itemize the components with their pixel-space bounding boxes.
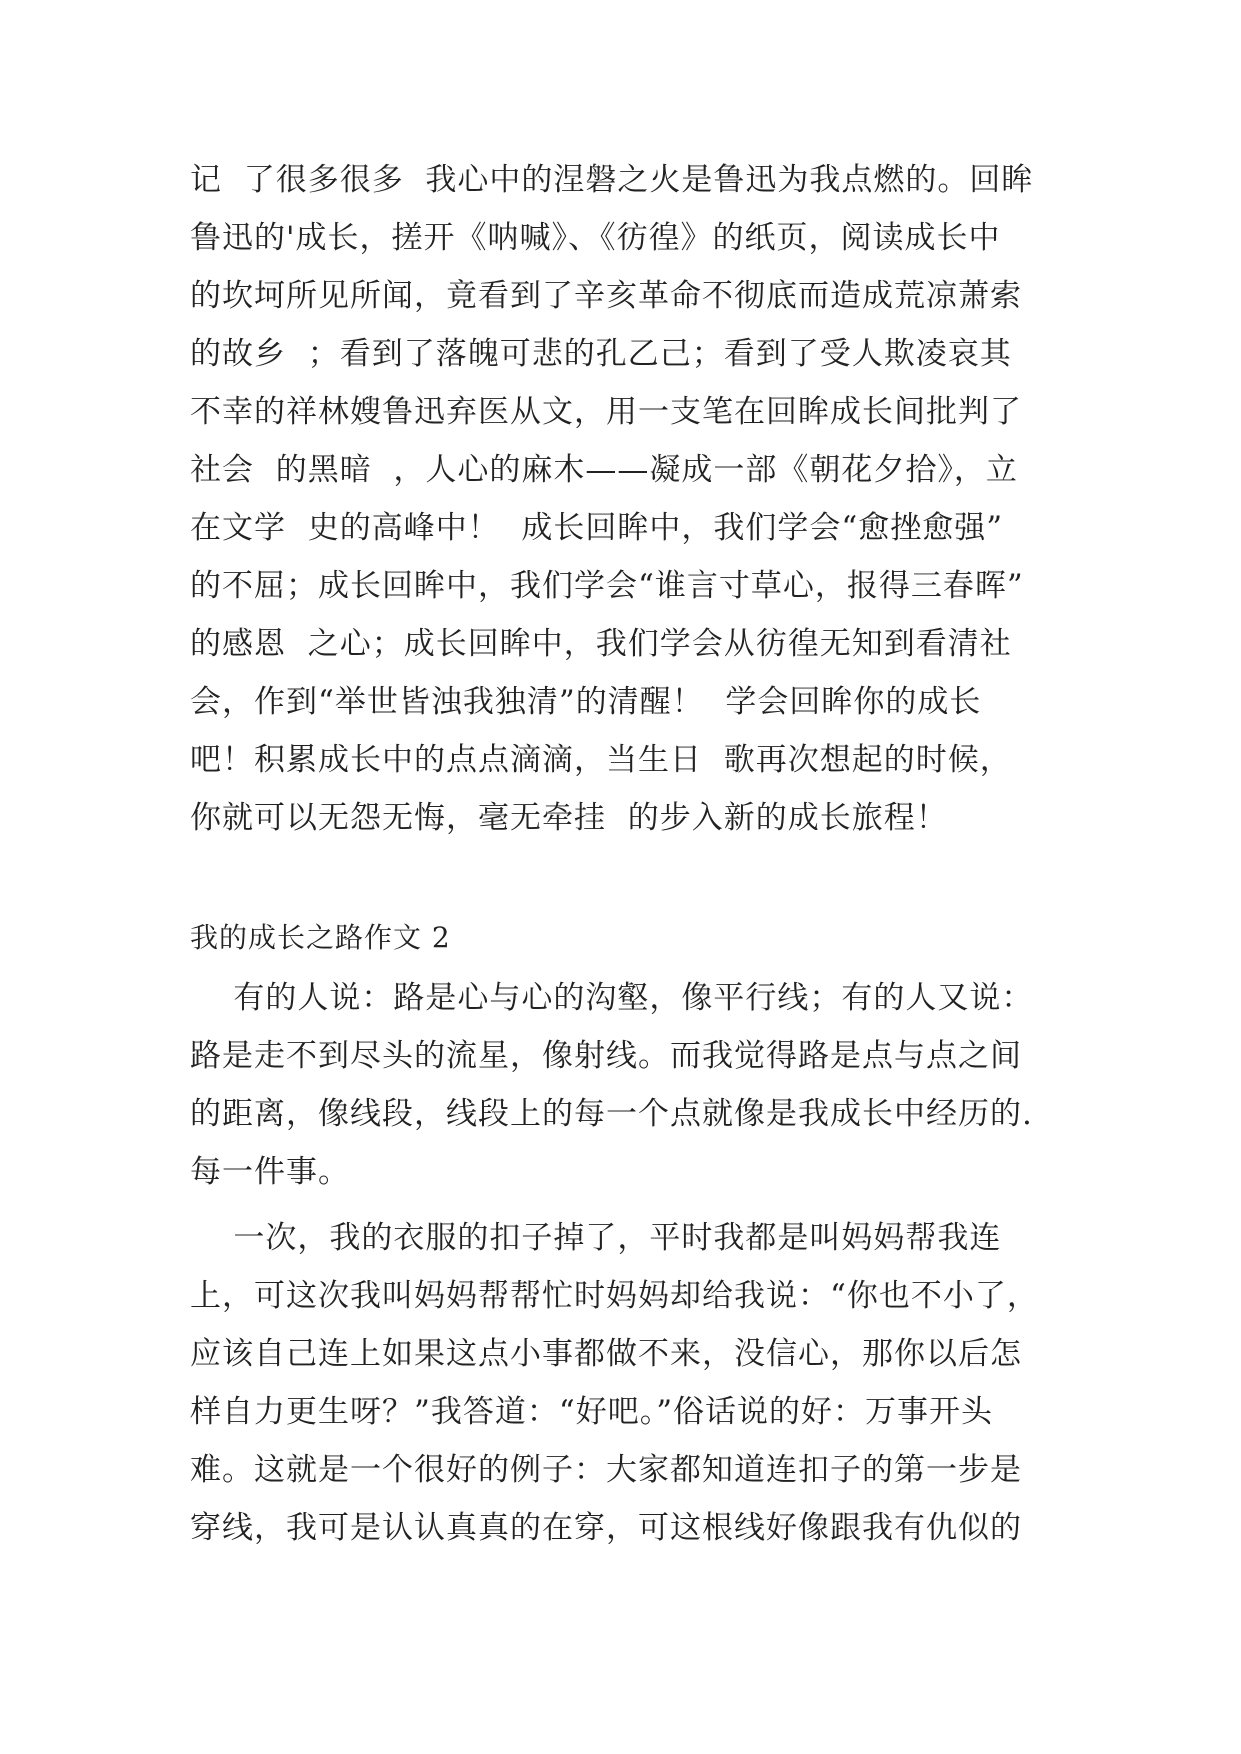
text-line: 的感恩 之心；成长回眸中，我们学会从彷徨无知到看清社 xyxy=(190,626,1012,662)
text-line: 不幸的祥林嫂鲁迅弃医从文，用一支笔在回眸成长间批判了 xyxy=(190,394,1022,430)
text-line: 一次，我的衣服的扣子掉了，平时我都是叫妈妈帮我连 xyxy=(190,1220,1002,1256)
text-line: 鲁迅的'成长，搓开《呐喊》、《彷徨》的纸页，阅读成长中 xyxy=(190,220,1001,256)
text-line: 应该自己连上如果这点小事都做不来，没信心，那你以后怎 xyxy=(190,1336,1022,1372)
text-line: 的不屈；成长回眸中，我们学会“谁言寸草心，报得三春晖” xyxy=(190,568,1024,604)
text-line: 吧！积累成长中的点点滴滴，当生日 歌再次想起的时候， xyxy=(190,742,1012,778)
text-line: 你就可以无怨无悔，毫无牵挂 的步入新的成长旅程！ xyxy=(190,800,948,836)
text-line: 的距离，像线段，线段上的每一个点就像是我成长中经历的. xyxy=(190,1096,1033,1132)
text-line: 的故乡 ；看到了落魄可悲的孔乙己；看到了受人欺凌哀其 xyxy=(190,336,1012,372)
essay-title: 我的成长之路作文 2 xyxy=(190,921,451,954)
text-line: 社会 的黑暗 ，人心的麻木——凝成一部《朝花夕拾》，立 xyxy=(190,452,1018,488)
text-line: 在文学 史的高峰中！ 成长回眸中，我们学会“愈挫愈强” xyxy=(190,510,1004,546)
text-line: 有的人说：路是心与心的沟壑，像平行线；有的人又说： xyxy=(190,980,1034,1016)
text-line: 会，作到“举世皆浊我独清”的清醒！ 学会回眸你的成长 xyxy=(190,684,982,720)
text-line: 的坎坷所见所闻，竟看到了辛亥革命不彻底而造成荒凉萧索 xyxy=(190,278,1022,314)
text-line: 难。这就是一个很好的例子：大家都知道连扣子的第一步是 xyxy=(190,1452,1022,1488)
text-line: 穿线，我可是认认真真的在穿，可这根线好像跟我有仇似的 xyxy=(190,1510,1022,1546)
text-line: 每一件事。 xyxy=(190,1154,350,1190)
text-line: 上，可这次我叫妈妈帮帮忙时妈妈却给我说：“你也不小了， xyxy=(190,1278,1039,1314)
text-line: 记 了很多很多 我心中的涅磐之火是鲁迅为我点燃的。回眸 xyxy=(190,162,1034,198)
text-line: 样自力更生呀？”我答道：“好吧。”俗话说的好：万事开头 xyxy=(190,1394,994,1430)
text-line: 路是走不到尽头的流星，像射线。而我觉得路是点与点之间 xyxy=(190,1038,1022,1074)
